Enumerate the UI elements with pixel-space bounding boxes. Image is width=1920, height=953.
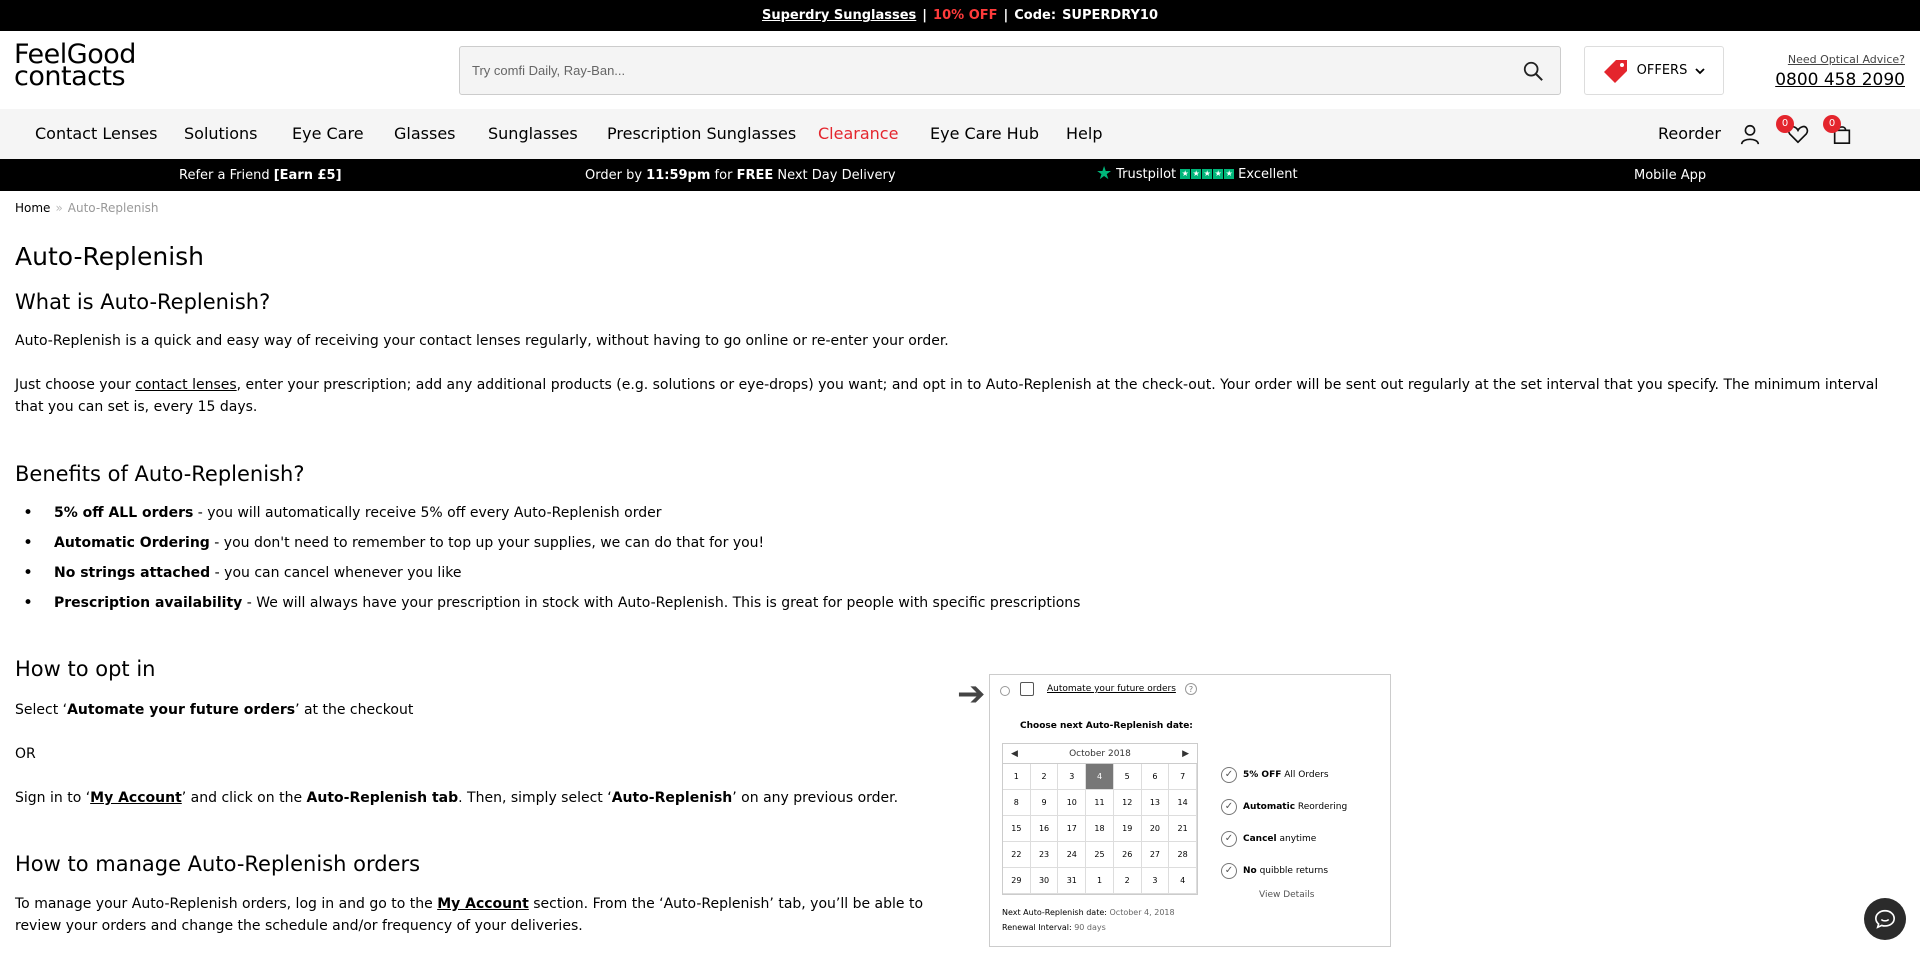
text: Next Auto-Replenish date: — [1002, 908, 1107, 917]
view-details-label: View Details — [1259, 890, 1315, 900]
calendar-day: 19 — [1114, 816, 1142, 842]
check-icon: ✓ — [1221, 767, 1237, 783]
text-bold: Automatic — [1243, 802, 1296, 812]
text-bold: 5% OFF — [1243, 770, 1282, 780]
text: . Then, simply select ‘ — [458, 790, 612, 806]
renewal-value: 90 days — [1074, 923, 1106, 932]
logo-line-2: contacts — [14, 61, 126, 92]
breadcrumb — [15, 201, 159, 215]
widget-benefits — [1221, 759, 1347, 887]
text: ’ at the checkout — [295, 702, 414, 718]
main-nav — [0, 109, 1920, 159]
benefit-text: - you can cancel whenever you like — [210, 565, 462, 581]
calendar-day: 11 — [1086, 790, 1114, 816]
refer-text: Refer a Friend — [179, 168, 270, 183]
text: Renewal Interval: — [1002, 923, 1072, 932]
promo-bar — [0, 0, 1920, 31]
benefit-text: - you don't need to remember to top up your supplies, we can do that for you! — [209, 535, 765, 551]
nav-item-sunglasses[interactable]: Sunglasses — [488, 124, 578, 143]
promo-separator: | — [1003, 8, 1009, 23]
refer-friend-link[interactable] — [179, 168, 342, 183]
what-heading: What is Auto-Replenish? — [15, 290, 271, 314]
chevron-left-icon: ◀ — [1011, 748, 1018, 759]
what-paragraph-2 — [15, 374, 1905, 418]
nav-item-prescription-sunglasses[interactable]: Prescription Sunglasses — [607, 124, 797, 143]
list-item — [1221, 759, 1347, 791]
tag-icon — [1603, 58, 1629, 84]
my-account-link[interactable]: My Account — [90, 790, 182, 806]
what-paragraph-1: Auto-Replenish is a quick and easy way of receiving your contact lenses regularly, without having to go online or re-enter your order. — [15, 333, 949, 349]
list-item — [15, 528, 1080, 558]
info-strip — [0, 159, 1920, 191]
calendar-day: 6 — [1142, 764, 1170, 790]
contact-lenses-link[interactable]: contact lenses — [135, 377, 237, 393]
offers-button[interactable] — [1584, 46, 1724, 95]
reorder-link[interactable]: Reorder — [1658, 124, 1721, 143]
order-time: 11:59pm — [646, 168, 711, 183]
site-header — [0, 31, 1920, 109]
text: , enter your prescription; add any additional products (e.g. solutions or eye-drops) you want; and opt in to Auto-Replenish at the check-out. Your order will be sent out regularly at the set interval that you specify. The minimum interval that you can set is, every 15 days. — [15, 377, 1879, 415]
calendar-month: October 2018 — [1069, 748, 1131, 759]
manage-heading: How to manage Auto-Replenish orders — [15, 852, 421, 876]
opt-in-heading: How to opt in — [15, 657, 156, 681]
nav-item-eye-care[interactable]: Eye Care — [292, 124, 364, 143]
promo-discount: 10% OFF — [933, 8, 998, 23]
logo-line-1: FeelGood — [14, 39, 136, 70]
wishlist-count-badge: 0 — [1776, 115, 1794, 133]
nav-item-contact-lenses[interactable]: Contact Lenses — [35, 124, 158, 143]
next-date-value: October 4, 2018 — [1109, 908, 1175, 917]
calendar-day: 22 — [1003, 842, 1031, 868]
calendar-day: 8 — [1003, 790, 1031, 816]
calendar-day: 10 — [1058, 790, 1086, 816]
help-icon: ? — [1185, 683, 1197, 695]
opt-in-or: OR — [15, 746, 36, 762]
delivery-message — [585, 168, 896, 183]
text: Select ‘ — [15, 702, 68, 718]
text: To manage your Auto-Replenish orders, log in and go to the — [15, 896, 438, 912]
renewal-interval — [1002, 923, 1106, 932]
benefit-title: Automatic Ordering — [54, 535, 210, 551]
manage-paragraph — [15, 893, 935, 937]
optical-advice — [1775, 53, 1905, 90]
opt-in-paragraph-1 — [15, 699, 413, 721]
list-item — [15, 558, 1080, 588]
text-bold: No — [1243, 866, 1257, 876]
calendar-day: 2 — [1114, 868, 1142, 894]
calendar-grid — [1003, 764, 1197, 894]
check-icon: ✓ — [1221, 831, 1237, 847]
calendar-day: 18 — [1086, 816, 1114, 842]
promo-separator: | — [922, 8, 928, 23]
calendar-icon — [1020, 682, 1034, 696]
calendar-day: 1 — [1003, 764, 1031, 790]
text: quibble returns — [1256, 866, 1329, 876]
text: ’ on any previous order. — [732, 790, 899, 806]
free-text: FREE — [736, 168, 774, 183]
offers-label: OFFERS — [1636, 63, 1688, 78]
choose-date-label: Choose next Auto-Replenish date: — [1020, 721, 1193, 731]
calendar-day: 20 — [1142, 816, 1170, 842]
calendar — [1002, 743, 1198, 895]
text: Just choose your — [15, 377, 136, 393]
calendar-day: 7 — [1169, 764, 1197, 790]
nav-item-help[interactable]: Help — [1066, 124, 1103, 143]
calendar-day: 24 — [1058, 842, 1086, 868]
calendar-day: 14 — [1169, 790, 1197, 816]
calendar-day: 30 — [1031, 868, 1059, 894]
next-day-text: Next Day Delivery — [777, 168, 896, 183]
benefit-text: - We will always have your prescription in stock with Auto-Replenish. This is great for people with specific prescriptions — [242, 595, 1081, 611]
site-logo[interactable] — [14, 39, 144, 92]
calendar-day: 25 — [1086, 842, 1114, 868]
search-box — [459, 46, 1561, 95]
breadcrumb-separator: » — [55, 201, 63, 215]
calendar-day: 4 — [1086, 764, 1114, 790]
page-title: Auto-Replenish — [15, 242, 205, 271]
order-for-text: for — [714, 168, 733, 183]
benefit-title: Prescription availability — [54, 595, 243, 611]
calendar-day: 27 — [1142, 842, 1170, 868]
promo-code: SUPERDRY10 — [1062, 8, 1158, 23]
calendar-header — [1003, 744, 1197, 764]
calendar-day: 5 — [1114, 764, 1142, 790]
next-date — [1002, 908, 1175, 917]
calendar-day: 4 — [1169, 868, 1197, 894]
chat-icon — [1874, 908, 1896, 930]
calendar-day: 2 — [1031, 764, 1059, 790]
text: ’ and click on the — [181, 790, 307, 806]
benefit-title: No strings attached — [54, 565, 211, 581]
text-bold: Auto-Replenish — [611, 790, 733, 806]
mobile-app-link[interactable]: Mobile App — [1634, 168, 1707, 183]
nav-item-eye-care-hub[interactable]: Eye Care Hub — [930, 124, 1039, 143]
rating-text: Excellent — [1238, 166, 1298, 182]
text: Reordering — [1295, 802, 1348, 812]
list-item — [15, 588, 1080, 618]
calendar-day: 28 — [1169, 842, 1197, 868]
benefit-title: 5% off ALL orders — [54, 505, 194, 521]
check-icon: ✓ — [1221, 863, 1237, 879]
text-bold: Automate your future orders — [67, 702, 296, 718]
benefits-list — [15, 498, 1080, 618]
promo-link[interactable]: Superdry Sunglasses — [761, 8, 917, 23]
rating-stars-icon: ★ ★ ★ ★ ★ — [1181, 169, 1233, 178]
calendar-day: 1 — [1086, 868, 1114, 894]
breadcrumb-home[interactable]: Home — [15, 201, 51, 215]
breadcrumb-current: Auto-Replenish — [67, 201, 159, 215]
text-bold: Auto-Replenish tab — [306, 790, 459, 806]
optical-advice-link[interactable]: Need Optical Advice? — [1787, 53, 1905, 66]
calendar-day: 16 — [1031, 816, 1059, 842]
chat-button[interactable] — [1864, 898, 1906, 940]
calendar-day: 29 — [1003, 868, 1031, 894]
calendar-day: 17 — [1058, 816, 1086, 842]
calendar-day: 23 — [1031, 842, 1059, 868]
nav-item-solutions[interactable]: Solutions — [184, 124, 258, 143]
search-input[interactable] — [460, 47, 1500, 94]
calendar-day: 3 — [1058, 764, 1086, 790]
promo-code-label: Code: — [1014, 8, 1057, 23]
auto-replenish-checkout-image — [957, 671, 1391, 947]
basket-count-badge: 0 — [1823, 115, 1841, 133]
list-item — [1221, 791, 1347, 823]
radio-icon — [1000, 686, 1010, 696]
list-item — [15, 498, 1080, 528]
check-icon: ✓ — [1221, 799, 1237, 815]
refer-reward: [Earn £5] — [273, 168, 342, 183]
calendar-day: 26 — [1114, 842, 1142, 868]
phone-number-link[interactable]: 0800 458 2090 — [1775, 70, 1905, 90]
my-account-link[interactable]: My Account — [437, 896, 529, 912]
order-by-text: Order by — [585, 168, 643, 183]
opt-in-paragraph-2 — [15, 787, 898, 809]
text: Sign in to ‘ — [15, 790, 91, 806]
benefit-text: - you will automatically receive 5% off every Auto-Replenish order — [193, 505, 662, 521]
text: section. From the ‘Auto-Replenish’ tab, you’ll be able to review your orders and change the schedule and/or frequency of your deliveries. — [15, 896, 924, 934]
search-icon[interactable] — [1522, 60, 1544, 82]
text-bold: Cancel — [1243, 834, 1277, 844]
chevron-down-icon — [1695, 66, 1705, 76]
text: anytime — [1276, 834, 1317, 844]
benefits-heading: Benefits of Auto-Replenish? — [15, 462, 305, 486]
calendar-day: 12 — [1114, 790, 1142, 816]
calendar-day: 31 — [1058, 868, 1086, 894]
trustpilot-rating[interactable] — [1096, 163, 1298, 184]
nav-item-glasses[interactable]: Glasses — [394, 124, 456, 143]
trustpilot-label: Trustpilot — [1116, 166, 1177, 182]
account-icon[interactable] — [1739, 123, 1761, 145]
calendar-day: 21 — [1169, 816, 1197, 842]
calendar-day: 15 — [1003, 816, 1031, 842]
nav-item-clearance[interactable]: Clearance — [818, 124, 899, 143]
text: All Orders — [1281, 770, 1329, 780]
calendar-day: 3 — [1142, 868, 1170, 894]
automate-label: Automate your future orders — [1047, 684, 1176, 694]
calendar-day: 9 — [1031, 790, 1059, 816]
calendar-day: 13 — [1142, 790, 1170, 816]
arrow-right-icon: ➔ — [957, 674, 986, 714]
chevron-right-icon: ▶ — [1182, 748, 1189, 759]
list-item — [1221, 823, 1347, 855]
trustpilot-star-icon: ★ — [1096, 163, 1113, 184]
list-item — [1221, 855, 1347, 887]
